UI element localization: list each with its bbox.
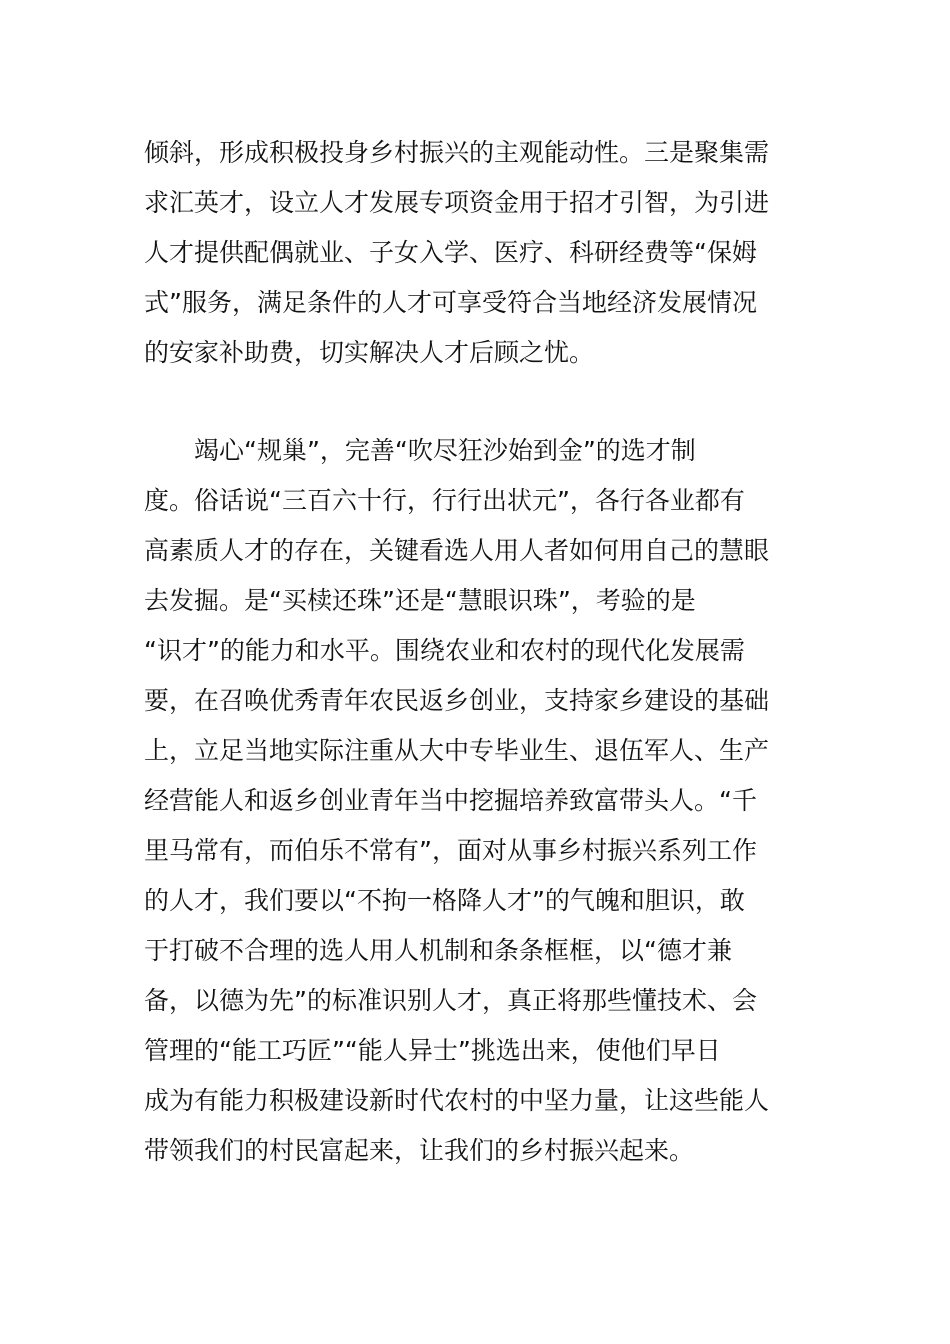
text-line: 上，立足当地实际注重从大中专毕业生、退伍军人、生产 (144, 736, 770, 765)
text-line: 倾斜，形成积极投身乡村振兴的主观能动性。三是聚集需 (144, 138, 770, 167)
text-line: 求汇英才，设立人才发展专项资金用于招才引智，为引进 (144, 188, 770, 217)
text-line: 度。俗话说“三百六十行，行行出状元”，各行各业都有 (144, 486, 745, 515)
text-line: 带领我们的村民富起来，让我们的乡村振兴起来。 (144, 1136, 695, 1165)
text-line: 备，以德为先”的标准识别人才，真正将那些懂技术、会 (144, 986, 757, 1015)
text-line: 人才提供配偶就业、子女入学、医疗、科研经费等“保姆 (144, 238, 757, 267)
paragraph-talent-selection (144, 426, 808, 1176)
text-line-indented: 竭心“规巢”，完善“吹尽狂沙始到金”的选才制 (194, 436, 696, 465)
text-line: 高素质人才的存在，关键看选人用人者如何用自己的慧眼 (144, 536, 770, 565)
text-line: 式”服务，满足条件的人才可享受符合当地经济发展情况 (144, 288, 757, 317)
text-line: 经营能人和返乡创业青年当中挖掘培养致富带头人。“千 (144, 786, 757, 815)
text-line: 要，在召唤优秀青年农民返乡创业，支持家乡建设的基础 (144, 686, 770, 715)
text-line: 成为有能力积极建设新时代农村的中坚力量，让这些能人 (144, 1086, 770, 1115)
text-line: 的人才，我们要以“不拘一格降人才”的气魄和胆识，敢 (144, 886, 745, 915)
text-line: “识才”的能力和水平。围绕农业和农村的现代化发展需 (144, 636, 745, 665)
text-line: 于打破不合理的选人用人机制和条条框框，以“德才兼 (144, 936, 732, 965)
paragraph-talent-funding (144, 128, 808, 378)
text-line: 的安家补助费，切实解决人才后顾之忧。 (144, 338, 595, 367)
text-line: 去发掘。是“买椟还珠”还是“慧眼识珠”，考验的是 (144, 586, 696, 615)
text-line: 里马常有，而伯乐不常有”，面对从事乡村振兴系列工作 (144, 836, 757, 865)
text-line: 管理的“能工巧匠”“能人异士”挑选出来，使他们早日 (144, 1036, 721, 1065)
